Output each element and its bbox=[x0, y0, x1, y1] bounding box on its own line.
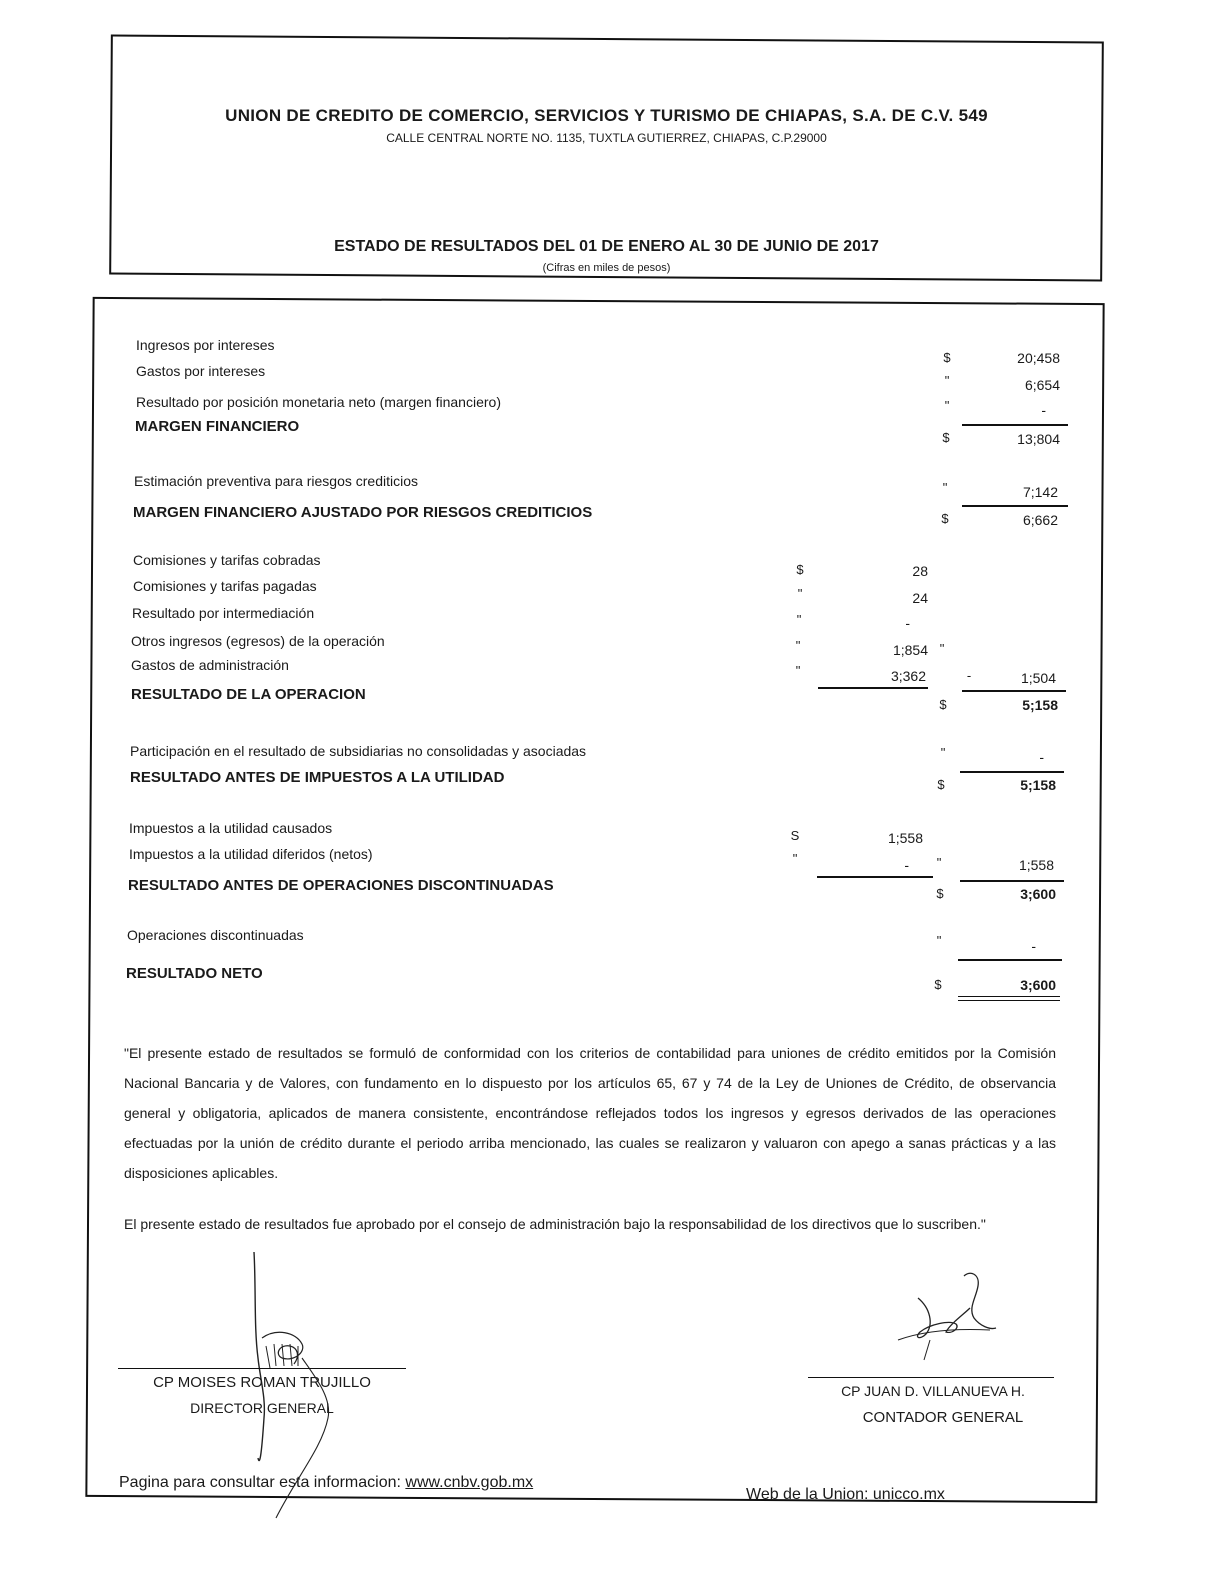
line-value: 1;854 bbox=[892, 642, 928, 658]
line-label: RESULTADO ANTES DE IMPUESTOS A LA UTILIDAD bbox=[130, 769, 505, 786]
director-signature bbox=[236, 1248, 356, 1538]
currency-mark: $ bbox=[937, 777, 945, 792]
subtotal-rule bbox=[960, 880, 1064, 882]
line-label: Otros ingresos (egresos) de la operación bbox=[131, 633, 385, 649]
accountant-name: CP JUAN D. VILLANUEVA H. bbox=[841, 1383, 1025, 1399]
line-label: RESULTADO ANTES DE OPERACIONES DISCONTINUADAS bbox=[128, 877, 554, 894]
line-value: 28 bbox=[912, 563, 928, 579]
director-name: CP MOISES ROMAN TRUJILLO bbox=[153, 1374, 371, 1391]
line-label: Estimación preventiva para riesgos crediticios bbox=[134, 473, 419, 489]
line-value: - bbox=[905, 615, 910, 631]
line-label: MARGEN FINANCIERO bbox=[135, 418, 300, 435]
line-label: MARGEN FINANCIERO AJUSTADO POR RIESGOS CREDITICIOS bbox=[133, 504, 593, 521]
line-total: 1;558 bbox=[1018, 857, 1054, 873]
currency-mark: $ bbox=[936, 886, 944, 901]
consult-row bbox=[119, 1474, 533, 1492]
line-value: 7;142 bbox=[1022, 484, 1058, 500]
line-label: Comisiones y tarifas cobradas bbox=[133, 552, 321, 568]
line-label: RESULTADO NETO bbox=[126, 965, 263, 982]
line-label: Comisiones y tarifas pagadas bbox=[133, 578, 317, 594]
line-label: Gastos de administración bbox=[131, 657, 289, 673]
subtotal-rule bbox=[818, 687, 928, 689]
line-value: - bbox=[1041, 402, 1046, 418]
currency-mark: " bbox=[797, 586, 803, 601]
web-label: Web de la Union: bbox=[746, 1486, 869, 1503]
subtotal-rule bbox=[960, 771, 1064, 773]
line-value: 20;458 bbox=[1017, 350, 1060, 366]
signature-line bbox=[808, 1377, 1054, 1378]
currency-mark: $ bbox=[943, 350, 951, 365]
currency-mark: - bbox=[966, 668, 972, 683]
line-value: - bbox=[904, 857, 909, 873]
line-value: 1;558 bbox=[887, 830, 923, 846]
consult-label: Pagina para consultar esta informacion: bbox=[119, 1474, 401, 1491]
currency-mark: " bbox=[795, 663, 801, 678]
currency-mark: " bbox=[936, 933, 942, 948]
currency-mark: " bbox=[939, 641, 945, 656]
line-value: - bbox=[1039, 749, 1044, 765]
legal-note: "El presente estado de resultados se formuló de conformidad con los criterios de contabilidad para uniones de crédito emitidos por la Comisión Nacional Bancaria y de Valores, con fundamento en lo dispuesto por los artículos 65, 67 y 74 de la Ley de Uniones de Crédito, de observancia general y obligatoria, aplicados de manera consistente, encontrándose reflejados todos los ingresos y egresos derivados de las operaciones efectuadas por la unión de crédito durante el periodo arriba mencionado, las cuales se realizaron y valuaron con apego a sanas prácticas y a las disposiciones aplicables. bbox=[124, 1045, 1056, 1181]
subtotal-rule bbox=[817, 876, 933, 878]
line-value: 5;158 bbox=[1020, 777, 1056, 793]
currency-mark: S bbox=[790, 828, 800, 843]
line-value: 3;600 bbox=[1020, 886, 1056, 902]
currency-mark: " bbox=[942, 480, 948, 495]
currency-mark: " bbox=[792, 851, 798, 866]
currency-mark: $ bbox=[941, 511, 949, 526]
currency-mark: " bbox=[944, 373, 950, 388]
subtotal-rule bbox=[958, 959, 1062, 961]
signature-line bbox=[118, 1368, 406, 1369]
director-role: DIRECTOR GENERAL bbox=[190, 1400, 334, 1416]
currency-mark: " bbox=[796, 612, 802, 627]
line-total: 1;504 bbox=[1020, 670, 1056, 686]
approval-note: El presente estado de resultados fue aprobado por el consejo de administración bajo la responsabilidad de los directivos que lo suscriben." bbox=[124, 1216, 986, 1232]
web-value: unicco.mx bbox=[872, 1486, 945, 1503]
line-value: 3;362 bbox=[890, 668, 926, 684]
line-value: 13;804 bbox=[1017, 431, 1060, 447]
accountant-role: CONTADOR GENERAL bbox=[862, 1409, 1024, 1426]
line-value: 6;662 bbox=[1022, 512, 1058, 528]
cnbv-link[interactable]: www.cnbv.gob.mx bbox=[405, 1474, 534, 1491]
statement-subtitle: (Cifras en miles de pesos) bbox=[542, 262, 671, 274]
line-label: RESULTADO DE LA OPERACION bbox=[131, 686, 366, 703]
subtotal-rule bbox=[962, 424, 1068, 426]
line-value: 24 bbox=[912, 590, 928, 606]
currency-mark: " bbox=[795, 638, 801, 653]
line-label: Resultado por posición monetaria neto (margen financiero) bbox=[136, 394, 501, 410]
total-double-rule bbox=[958, 996, 1060, 1001]
line-label: Gastos por intereses bbox=[136, 363, 266, 379]
company-address: CALLE CENTRAL NORTE NO. 1135, TUXTLA GUTIERREZ, CHIAPAS, C.P.29000 bbox=[386, 131, 827, 145]
line-value: 3;600 bbox=[1020, 977, 1056, 993]
currency-mark: " bbox=[944, 398, 950, 413]
currency-mark: $ bbox=[796, 562, 804, 577]
subtotal-rule bbox=[962, 505, 1068, 507]
line-label: Resultado por intermediación bbox=[132, 605, 315, 621]
line-value: - bbox=[1031, 938, 1036, 954]
statement-title: ESTADO DE RESULTADOS DEL 01 DE ENERO AL 30 DE JUNIO DE 2017 bbox=[334, 238, 879, 255]
web-row bbox=[746, 1486, 945, 1504]
subtotal-rule bbox=[962, 690, 1066, 692]
line-value: 6;654 bbox=[1024, 377, 1060, 393]
line-label: Ingresos por intereses bbox=[136, 337, 275, 353]
company-name: UNION DE CREDITO DE COMERCIO, SERVICIOS Y TURISMO DE CHIAPAS, S.A. DE C.V. 549 bbox=[225, 106, 988, 125]
currency-mark: $ bbox=[942, 430, 950, 445]
line-label: Operaciones discontinuadas bbox=[127, 927, 304, 943]
currency-mark: " bbox=[936, 855, 942, 870]
currency-mark: $ bbox=[939, 697, 947, 712]
currency-mark: " bbox=[940, 745, 946, 760]
line-label: Participación en el resultado de subsidiarias no consolidadas y asociadas bbox=[130, 743, 587, 759]
line-label: Impuestos a la utilidad diferidos (netos) bbox=[129, 846, 373, 862]
line-value: 5;158 bbox=[1022, 697, 1058, 713]
accountant-signature bbox=[890, 1268, 1010, 1368]
line-label: Impuestos a la utilidad causados bbox=[129, 820, 333, 836]
currency-mark: $ bbox=[934, 977, 942, 992]
